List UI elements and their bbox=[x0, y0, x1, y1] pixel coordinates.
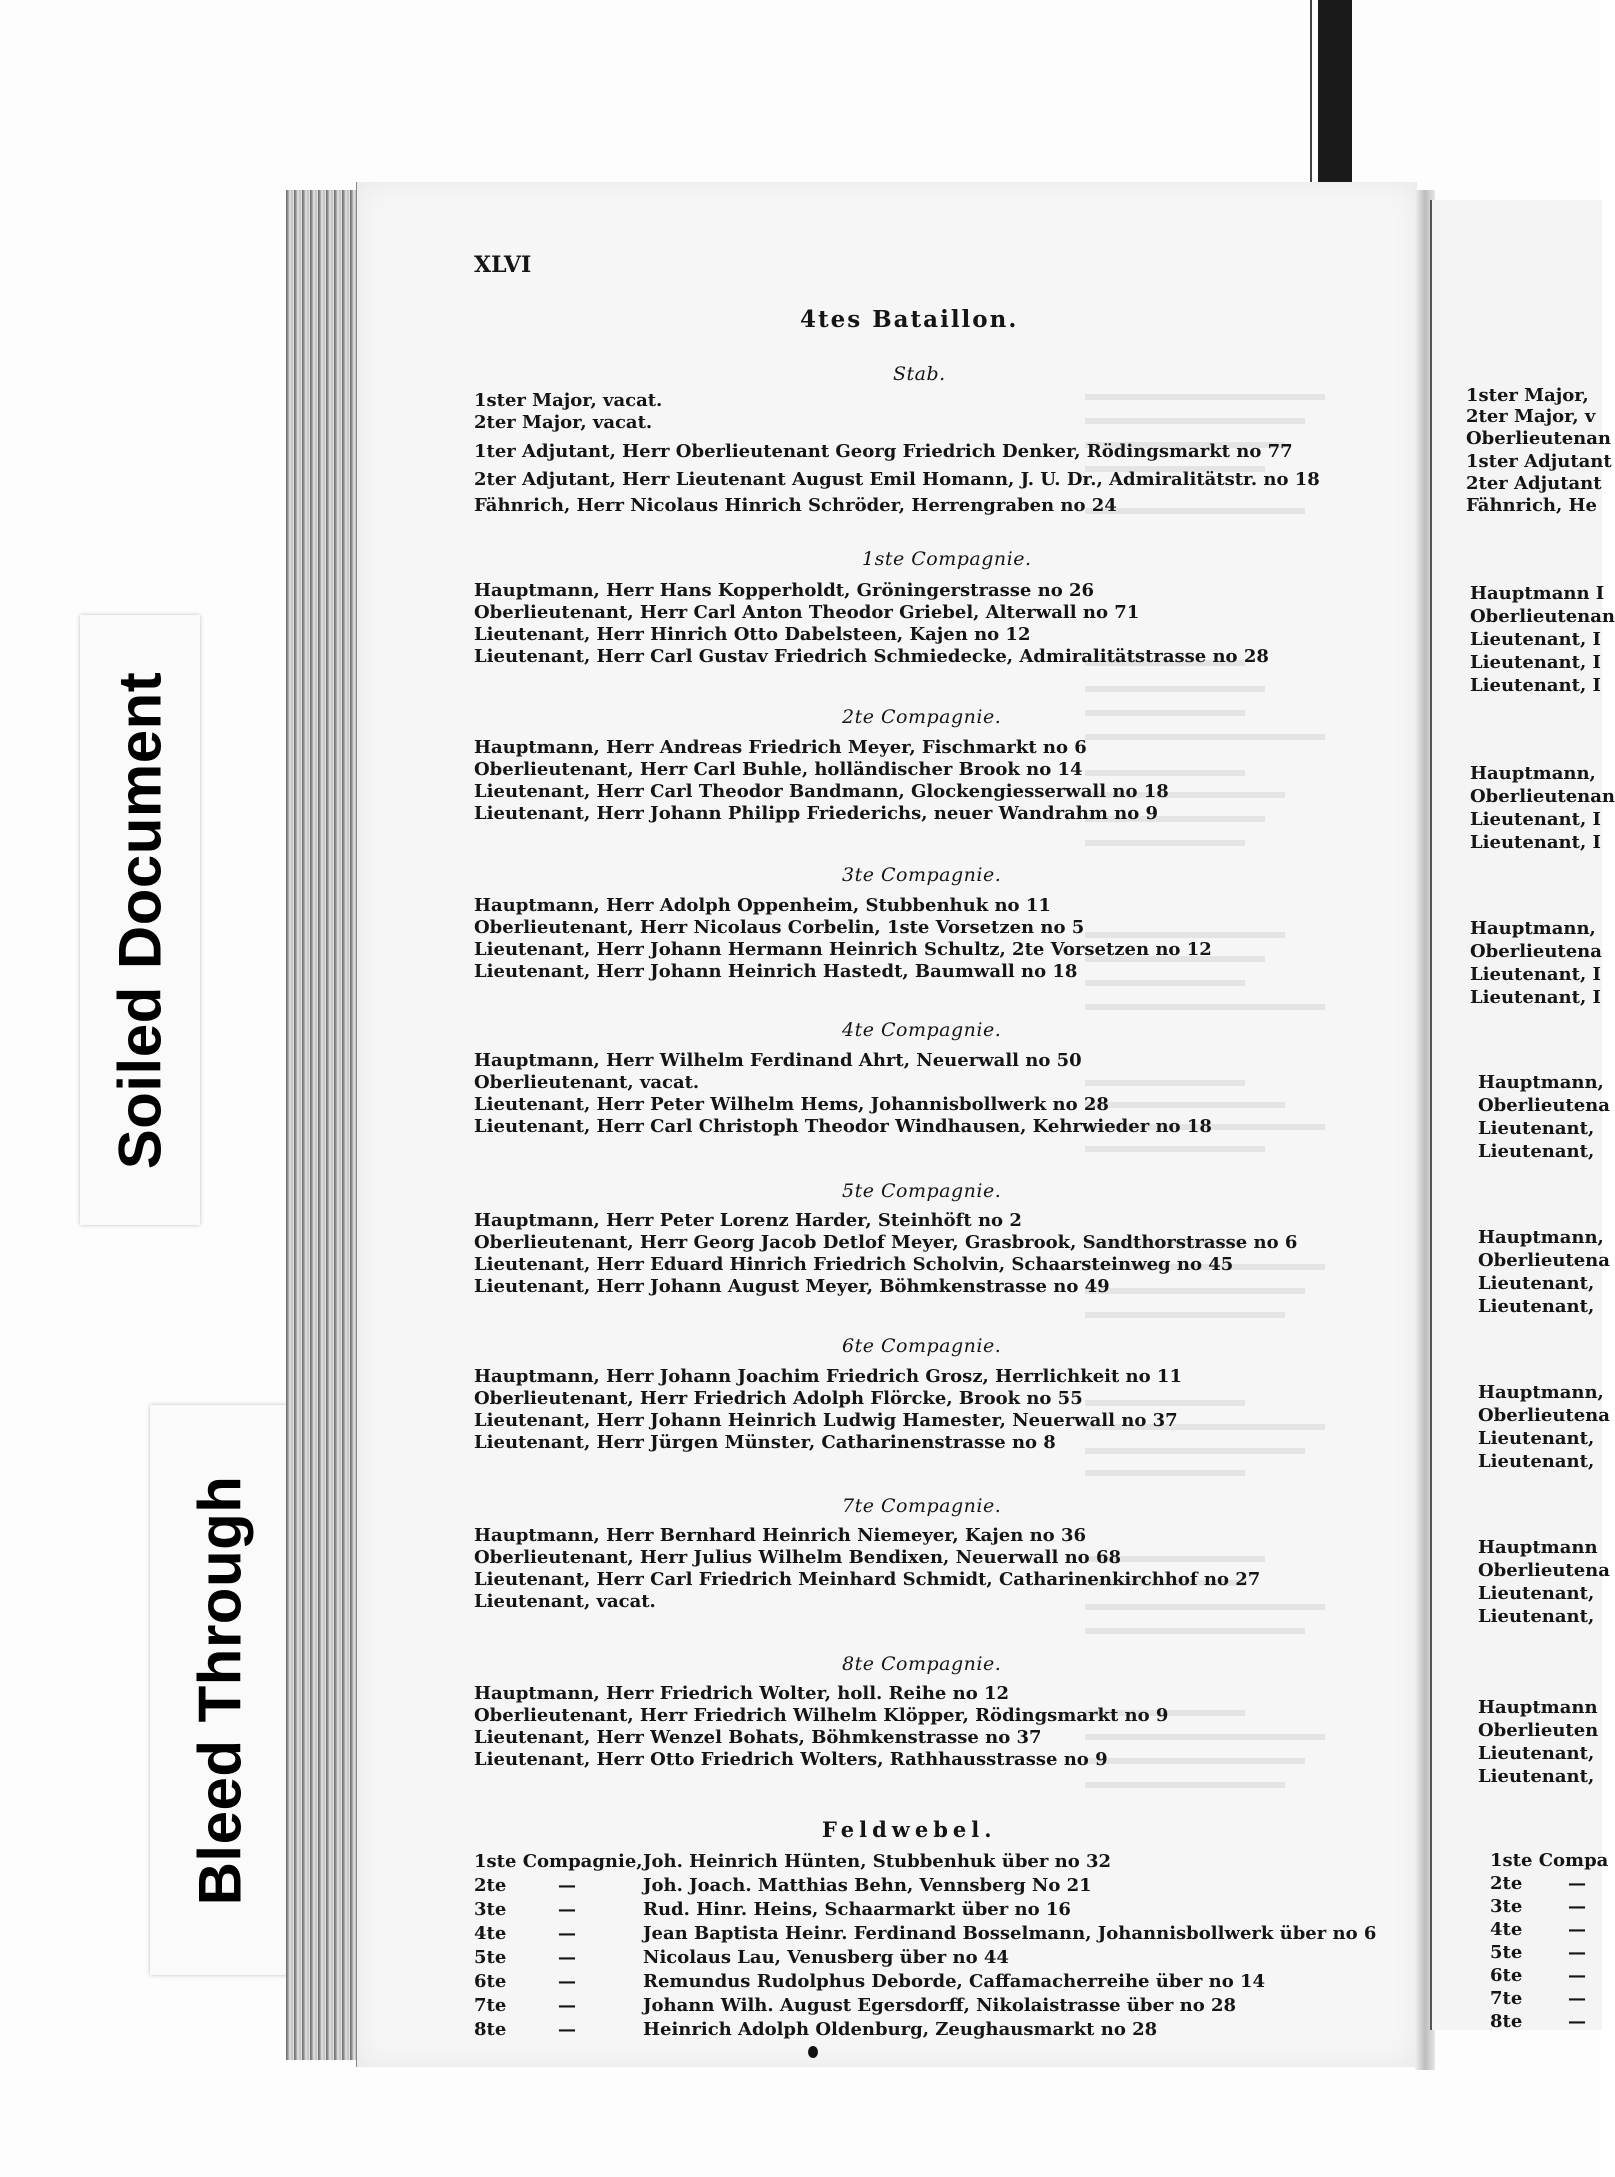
officer-line: Hauptmann, Herr Bernhard Heinrich Niemeyer, Kajen no 36 bbox=[474, 1525, 1086, 1546]
company-heading: 8te Compagnie. bbox=[842, 1653, 1002, 1675]
feldwebel-dash: — bbox=[558, 1899, 576, 1920]
book-page-edges bbox=[286, 190, 366, 2060]
section-heading-stab: Stab. bbox=[893, 363, 946, 385]
right-page-fragment: Hauptmann bbox=[1478, 1537, 1598, 1558]
bleed-through-line bbox=[1085, 840, 1245, 846]
stab-line: Fähnrich, Herr Nicolaus Hinrich Schröder, Herrengraben no 24 bbox=[474, 495, 1117, 516]
right-page-fragment: Hauptmann, bbox=[1478, 1227, 1604, 1248]
right-page-fragment: Lieutenant, bbox=[1478, 1451, 1595, 1472]
feldwebel-dash: — bbox=[558, 1875, 576, 1896]
feldwebel-entry: Jean Baptista Heinr. Ferdinand Bosselmann, Johannisbollwerk über no 6 bbox=[643, 1923, 1377, 1944]
right-page-fragment: 6te bbox=[1490, 1965, 1523, 1986]
officer-line: Oberlieutenant, vacat. bbox=[474, 1072, 700, 1093]
right-page-fragment: Fähnrich, He bbox=[1466, 495, 1597, 516]
right-page-fragment: Lieutenant, I bbox=[1470, 675, 1601, 696]
officer-line: Oberlieutenant, Herr Julius Wilhelm Bendixen, Neuerwall no 68 bbox=[474, 1547, 1122, 1568]
right-page-fragment: Lieutenant, I bbox=[1470, 987, 1601, 1008]
officer-line: Lieutenant, Herr Otto Friedrich Wolters, Rathhausstrasse no 9 bbox=[474, 1749, 1108, 1770]
right-page-dash: — bbox=[1568, 1919, 1586, 1940]
stab-line: 2ter Adjutant, Herr Lieutenant August Emil Homann, J. U. Dr., Admiralitätstr. no 18 bbox=[474, 469, 1320, 490]
bleed-through-line bbox=[1085, 710, 1245, 716]
officer-line: Hauptmann, Herr Andreas Friedrich Meyer, Fischmarkt no 6 bbox=[474, 737, 1087, 758]
right-page-fragment: Oberlieutena bbox=[1470, 941, 1602, 962]
officer-line: Lieutenant, Herr Carl Theodor Bandmann, Glockengiesserwall no 18 bbox=[474, 781, 1169, 802]
stab-line: 1ster Major, vacat. bbox=[474, 390, 663, 411]
officer-line: Lieutenant, Herr Eduard Hinrich Friedrich Scholvin, Schaarsteinweg no 45 bbox=[474, 1254, 1234, 1275]
bleed-through-line bbox=[1085, 1400, 1245, 1406]
right-page-fragment: 1ster Major, bbox=[1466, 385, 1589, 406]
officer-line: Lieutenant, Herr Johann Heinrich Ludwig Hamester, Neuerwall no 37 bbox=[474, 1410, 1178, 1431]
right-page-fragment: Oberlieuten bbox=[1478, 1720, 1599, 1741]
right-page-dash: — bbox=[1568, 1942, 1586, 1963]
bleed-through-label bbox=[150, 1405, 290, 1975]
right-page-dash: — bbox=[1568, 2011, 1586, 2032]
battalion-title: 4tes Bataillon. bbox=[800, 306, 1019, 333]
right-page-fragment: Lieutenant, bbox=[1478, 1118, 1595, 1139]
right-page-fragment: Lieutenant, I bbox=[1470, 809, 1601, 830]
right-page-fragment: Oberlieutenan bbox=[1470, 786, 1615, 807]
bleed-through-line bbox=[1085, 1448, 1305, 1454]
right-page-fragment: Hauptmann, bbox=[1470, 763, 1596, 784]
bleed-through-line bbox=[1085, 932, 1285, 938]
right-page-fragment: Lieutenant, bbox=[1478, 1428, 1595, 1449]
bleed-through-line bbox=[1085, 418, 1305, 424]
officer-line: Hauptmann, Herr Hans Kopperholdt, Gröningerstrasse no 26 bbox=[474, 580, 1095, 601]
company-heading: 4te Compagnie. bbox=[842, 1019, 1002, 1041]
feldwebel-dash: — bbox=[558, 1995, 576, 2016]
right-page-fragment: 4te bbox=[1490, 1919, 1523, 1940]
right-page-fragment: Lieutenant, I bbox=[1470, 629, 1601, 650]
bleed-through-line bbox=[1085, 686, 1265, 692]
bleed-through-line bbox=[1085, 1288, 1305, 1294]
right-page-fragment: Hauptmann bbox=[1478, 1697, 1598, 1718]
right-page-fragment: 1ster Adjutant bbox=[1466, 451, 1612, 472]
feldwebel-company: 5te bbox=[474, 1947, 507, 1968]
company-heading: 2te Compagnie. bbox=[842, 706, 1002, 728]
right-page-fragment: Lieutenant, I bbox=[1470, 832, 1601, 853]
right-page-fragment: Lieutenant, bbox=[1478, 1766, 1595, 1787]
bleed-through-label-text: Bleed Through bbox=[186, 1475, 254, 1905]
officer-line: Lieutenant, Herr Jürgen Münster, Catharinenstrasse no 8 bbox=[474, 1432, 1056, 1453]
bleed-through-line bbox=[1085, 1146, 1265, 1152]
company-heading: 6te Compagnie. bbox=[842, 1335, 1002, 1357]
ink-spot bbox=[808, 2046, 818, 2058]
feldwebel-heading: Feldwebel. bbox=[822, 1817, 997, 1842]
officer-line: Lieutenant, Herr Carl Friedrich Meinhard Schmidt, Catharinenkirchhof no 27 bbox=[474, 1569, 1261, 1590]
bleed-through-line bbox=[1085, 1604, 1325, 1610]
right-page-fragment: 2te bbox=[1490, 1873, 1523, 1894]
bleed-through-line bbox=[1085, 1758, 1305, 1764]
officer-line: Lieutenant, vacat. bbox=[474, 1591, 656, 1612]
right-page-fragment: Lieutenant, bbox=[1478, 1583, 1595, 1604]
bleed-through-line bbox=[1085, 1734, 1325, 1740]
feldwebel-company: 1ste Compagnie, bbox=[474, 1851, 643, 1872]
right-page-fragment: 2ter Major, v bbox=[1466, 406, 1596, 427]
soiled-document-label bbox=[80, 615, 200, 1225]
right-page-fragment: Lieutenant, bbox=[1478, 1606, 1595, 1627]
bleed-through-line bbox=[1085, 508, 1305, 514]
right-page-fragment: Lieutenant, I bbox=[1470, 652, 1601, 673]
right-page-fragment: Oberlieutena bbox=[1478, 1405, 1610, 1426]
officer-line: Lieutenant, Herr Johann August Meyer, Böhmkenstrasse no 49 bbox=[474, 1276, 1110, 1297]
company-heading: 5te Compagnie. bbox=[842, 1180, 1002, 1202]
scanner-edge-line bbox=[1310, 0, 1312, 200]
right-page-dash: — bbox=[1568, 1896, 1586, 1917]
officer-line: Lieutenant, Herr Hinrich Otto Dabelsteen, Kajen no 12 bbox=[474, 624, 1031, 645]
officer-line: Hauptmann, Herr Adolph Oppenheim, Stubbenhuk no 11 bbox=[474, 895, 1051, 916]
bleed-through-line bbox=[1085, 394, 1325, 400]
bleed-through-line bbox=[1085, 980, 1245, 986]
officer-line: Lieutenant, Herr Johann Philipp Friederichs, neuer Wandrahm no 9 bbox=[474, 803, 1159, 824]
right-page-fragment: Oberlieutena bbox=[1478, 1560, 1610, 1581]
company-heading: 1ste Compagnie. bbox=[862, 548, 1032, 570]
right-page-fragment: Lieutenant, bbox=[1478, 1743, 1595, 1764]
bleed-through-line bbox=[1085, 734, 1325, 740]
right-page-dash: — bbox=[1568, 1873, 1586, 1894]
page-number: XLVI bbox=[474, 252, 532, 278]
right-page-fragment: Hauptmann, bbox=[1478, 1382, 1604, 1403]
right-page-fragment: 8te bbox=[1490, 2011, 1523, 2032]
officer-line: Oberlieutenant, Herr Carl Anton Theodor Griebel, Alterwall no 71 bbox=[474, 602, 1140, 623]
feldwebel-entry: Heinrich Adolph Oldenburg, Zeughausmarkt no 28 bbox=[643, 2019, 1158, 2040]
right-page-fragment: Oberlieutenan bbox=[1470, 606, 1615, 627]
scanner-dark-strip bbox=[1318, 0, 1352, 200]
right-page-fragment: Hauptmann, bbox=[1470, 918, 1596, 939]
right-page-fragment: Lieutenant, bbox=[1478, 1296, 1595, 1317]
bleed-through-line bbox=[1085, 1312, 1285, 1318]
right-page-fragment: Lieutenant, I bbox=[1470, 964, 1601, 985]
right-page-fragment: Oberlieutena bbox=[1478, 1095, 1610, 1116]
right-page-dash: — bbox=[1568, 1988, 1586, 2009]
right-page-fragment: 1ste Compa bbox=[1490, 1850, 1609, 1871]
feldwebel-dash: — bbox=[558, 1971, 576, 1992]
officer-line: Hauptmann, Herr Peter Lorenz Harder, Steinhöft no 2 bbox=[474, 1210, 1022, 1231]
bleed-through-line bbox=[1085, 1004, 1325, 1010]
bleed-through-line bbox=[1085, 770, 1245, 776]
bleed-through-line bbox=[1085, 1080, 1245, 1086]
feldwebel-company: 7te bbox=[474, 1995, 507, 2016]
officer-line: Oberlieutenant, Herr Nicolaus Corbelin, 1ste Vorsetzen no 5 bbox=[474, 917, 1085, 938]
company-heading: 3te Compagnie. bbox=[842, 864, 1002, 886]
right-page-fragment: Hauptmann, bbox=[1478, 1072, 1604, 1093]
feldwebel-dash: — bbox=[558, 1947, 576, 1968]
right-page-fragment: Lieutenant, bbox=[1478, 1273, 1595, 1294]
officer-line: Lieutenant, Herr Johann Heinrich Hastedt, Baumwall no 18 bbox=[474, 961, 1078, 982]
feldwebel-entry: Joh. Joach. Matthias Behn, Vennsberg No 21 bbox=[643, 1875, 1092, 1896]
feldwebel-dash: — bbox=[558, 1923, 576, 1944]
bleed-through-line bbox=[1085, 1782, 1285, 1788]
right-page-fragment: 2ter Adjutant bbox=[1466, 473, 1602, 494]
right-page-fragment: 7te bbox=[1490, 1988, 1523, 2009]
officer-line: Oberlieutenant, Herr Carl Buhle, holländischer Brook no 14 bbox=[474, 759, 1083, 780]
soiled-document-label-text: Soiled Document bbox=[106, 671, 174, 1169]
feldwebel-entry: Rud. Hinr. Heins, Schaarmarkt über no 16 bbox=[643, 1899, 1071, 1920]
officer-line: Oberlieutenant, Herr Friedrich Wilhelm Klöpper, Rödingsmarkt no 9 bbox=[474, 1705, 1169, 1726]
officer-line: Oberlieutenant, Herr Friedrich Adolph Flörcke, Brook no 55 bbox=[474, 1388, 1083, 1409]
officer-line: Lieutenant, Herr Johann Hermann Heinrich Schultz, 2te Vorsetzen no 12 bbox=[474, 939, 1212, 960]
bleed-through-line bbox=[1085, 1628, 1305, 1634]
feldwebel-company: 4te bbox=[474, 1923, 507, 1944]
company-heading: 7te Compagnie. bbox=[842, 1495, 1002, 1517]
bleed-through-line bbox=[1085, 1102, 1285, 1108]
feldwebel-entry: Johann Wilh. August Egersdorff, Nikolaistrasse über no 28 bbox=[643, 1995, 1237, 2016]
right-page-fragment: Oberlieutenan bbox=[1466, 428, 1612, 449]
right-page-fragment: Hauptmann I bbox=[1470, 583, 1605, 604]
officer-line: Hauptmann, Herr Friedrich Wolter, holl. Reihe no 12 bbox=[474, 1683, 1010, 1704]
officer-line: Hauptmann, Herr Wilhelm Ferdinand Ahrt, Neuerwall no 50 bbox=[474, 1050, 1082, 1071]
right-page-dash: — bbox=[1568, 1965, 1586, 1986]
officer-line: Lieutenant, Herr Carl Gustav Friedrich Schmiedecke, Admiralitätstrasse no 28 bbox=[474, 646, 1269, 667]
feldwebel-dash: — bbox=[558, 2019, 576, 2040]
officer-line: Lieutenant, Herr Carl Christoph Theodor Windhausen, Kehrwieder no 18 bbox=[474, 1116, 1212, 1137]
feldwebel-company: 6te bbox=[474, 1971, 507, 1992]
stab-line: 1ter Adjutant, Herr Oberlieutenant Georg Friedrich Denker, Rödingsmarkt no 77 bbox=[474, 441, 1293, 462]
officer-line: Hauptmann, Herr Johann Joachim Friedrich Grosz, Herrlichkeit no 11 bbox=[474, 1366, 1182, 1387]
right-page-fragment: Oberlieutena bbox=[1478, 1250, 1610, 1271]
right-page-fragment: Lieutenant, bbox=[1478, 1141, 1595, 1162]
feldwebel-entry: Nicolaus Lau, Venusberg über no 44 bbox=[643, 1947, 1009, 1968]
stab-line: 2ter Major, vacat. bbox=[474, 412, 653, 433]
right-page-fragment: 5te bbox=[1490, 1942, 1523, 1963]
feldwebel-company: 3te bbox=[474, 1899, 507, 1920]
officer-line: Lieutenant, Herr Wenzel Bohats, Böhmkenstrasse no 37 bbox=[474, 1727, 1042, 1748]
feldwebel-company: 8te bbox=[474, 2019, 507, 2040]
officer-line: Lieutenant, Herr Peter Wilhelm Hems, Johannisbollwerk no 28 bbox=[474, 1094, 1109, 1115]
officer-line: Oberlieutenant, Herr Georg Jacob Detlof Meyer, Grasbrook, Sandthorstrasse no 6 bbox=[474, 1232, 1298, 1253]
right-page-fragment: 3te bbox=[1490, 1896, 1523, 1917]
feldwebel-company: 2te bbox=[474, 1875, 507, 1896]
feldwebel-entry: Joh. Heinrich Hünten, Stubbenhuk über no 32 bbox=[643, 1851, 1112, 1872]
bleed-through-line bbox=[1085, 1470, 1245, 1476]
feldwebel-entry: Remundus Rudolphus Deborde, Caffamacherreihe über no 14 bbox=[643, 1971, 1266, 1992]
